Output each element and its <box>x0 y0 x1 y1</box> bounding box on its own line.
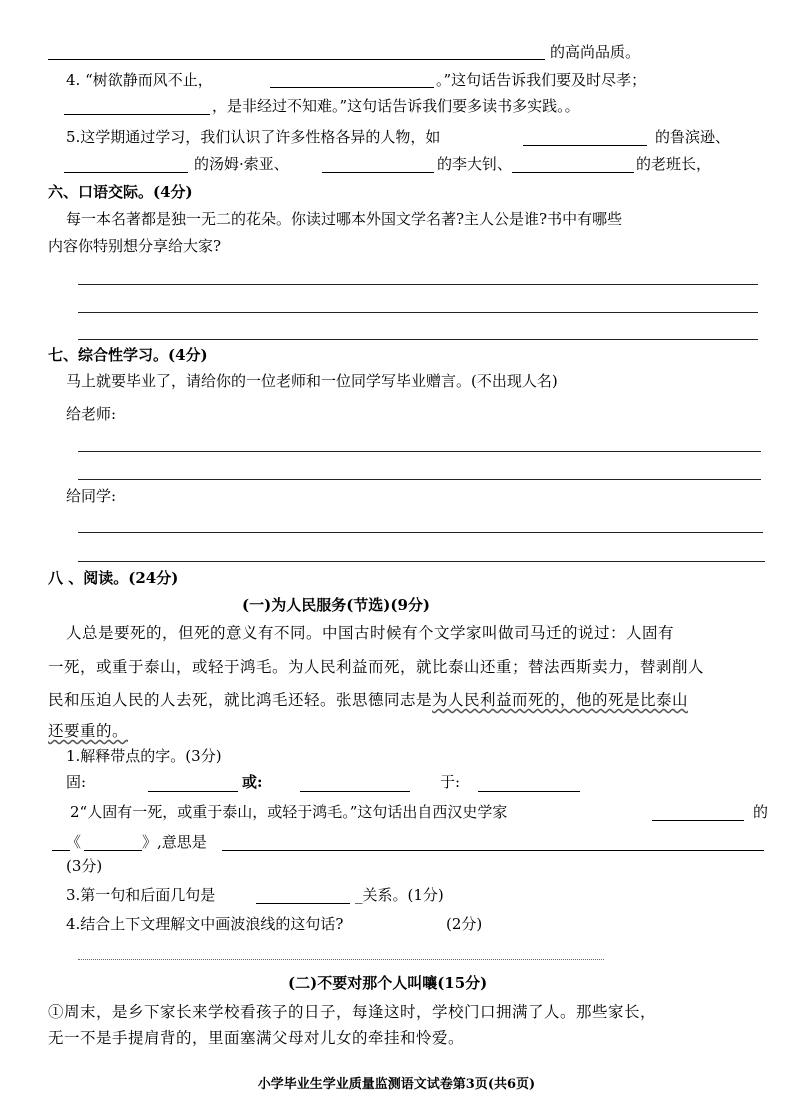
wavy-underlined-sentence: 还要重的。 <box>48 722 129 740</box>
gu-label: 固: <box>66 773 87 791</box>
question-2-de: 的 <box>753 803 769 821</box>
answer-blank[interactable] <box>478 790 580 792</box>
page-footer: 小学毕业生学业质量监测语文试卷第3页(共6页) <box>257 1077 536 1092</box>
answer-blank[interactable] <box>512 171 634 173</box>
question-4-score: (2分) <box>446 915 483 933</box>
answer-blank[interactable] <box>64 171 188 173</box>
answer-line[interactable] <box>78 339 758 340</box>
passage-2-title: (二)不要对那个人叫嚷(15分) <box>288 974 488 992</box>
question-4: 4.结合上下文理解文中画波浪线的这句话? <box>66 915 344 933</box>
passage-2-text: 无一不是手提肩背的，里面塞满父母对儿女的牵挂和怜爱。 <box>48 1029 465 1047</box>
section-6-prompt: 每一本名著都是独一无二的花朵。你读过哪本外国文学名著?主人公是谁?书中有哪些 <box>66 210 623 228</box>
question-4-part-a: 4. “树欲静而风不止， <box>66 71 213 89</box>
question-5-part-c: 的汤姆·索亚、 <box>194 155 289 173</box>
answer-blank[interactable] <box>84 849 142 851</box>
book-title-open: 《 <box>66 833 82 851</box>
wavy-underlined-sentence: 为人民利益而死的，他的死是比泰山 <box>432 691 689 709</box>
question-5-part-a: 5.这学期通过学习，我们认识了许多性格各异的人物，如 <box>66 128 441 146</box>
passage-1-text <box>48 690 688 710</box>
section-7-prompt: 马上就要毕业了，请给你的一位老师和一位同学写毕业赠言。(不出现人名) <box>66 372 558 390</box>
section-6-prompt: 内容你特别想分享给大家? <box>48 237 222 255</box>
section-8-title: 八 、阅读。(24分) <box>48 569 179 587</box>
section-6-title: 六、口语交际。(4分) <box>48 183 193 201</box>
passage-1-text-plain: 民和压迫人民的人去死，就比鸿毛还轻。张思德同志是 <box>48 691 433 709</box>
question-4-part-b: 。”这句话告诉我们要及时尽孝； <box>436 71 647 89</box>
answer-blank[interactable] <box>322 171 434 173</box>
answer-blank[interactable] <box>300 790 410 792</box>
yu-label: 于: <box>440 773 461 791</box>
book-title-close: 》,意思是 <box>142 833 207 851</box>
answer-line[interactable] <box>78 479 761 480</box>
question-5-part-e: 的老班长， <box>636 155 712 173</box>
question-5-part-b: 的鲁滨逊、 <box>655 128 731 146</box>
question-5-part-d: 的李大钊、 <box>437 155 513 173</box>
to-classmate-label: 给同学: <box>66 487 117 505</box>
question-3-tail: _关系。(1分) <box>355 886 444 904</box>
question-2-score: (3分) <box>66 857 103 875</box>
answer-blank[interactable] <box>256 902 350 904</box>
answer-line[interactable] <box>78 451 761 452</box>
answer-line[interactable] <box>78 532 763 533</box>
huo-label: 或: <box>242 773 263 791</box>
answer-blank[interactable] <box>652 819 744 821</box>
passage-1-text: 一死，或重于泰山，或轻于鸿毛。为人民利益而死，就比泰山还重；替法西斯卖力，替剥削人 <box>48 658 705 676</box>
answer-blank[interactable] <box>222 849 764 851</box>
question-3: 3.第一句和后面几句是 <box>66 886 216 904</box>
section-7-title: 七、综合性学习。(4分) <box>48 346 208 364</box>
passage-1-title: (一)为人民服务(节选)(9分) <box>242 596 431 614</box>
question-4-part-c: ，是非经过不知难。”这句话告诉我们要多读书多实践。。 <box>212 97 580 115</box>
to-teacher-label: 给老师: <box>66 405 117 423</box>
answer-blank[interactable] <box>48 58 545 60</box>
answer-blank[interactable] <box>270 86 434 88</box>
passage-2-text: ①周末，是乡下家长来学校看孩子的日子，每逢这时，学校门口拥满了人。那些家长， <box>48 1003 657 1021</box>
text-line: 的高尚品质。 <box>550 43 641 61</box>
answer-line[interactable] <box>78 284 758 285</box>
answer-line[interactable] <box>78 959 604 960</box>
question-2: 2“人固有一死，或重于泰山，或轻于鸿毛。”这句话出自西汉史学家 <box>70 803 508 821</box>
answer-line[interactable] <box>78 312 758 313</box>
passage-1-text: 人总是要死的，但死的意义有不同。中国古时候有个文学家叫做司马迁的说过：人固有 <box>66 624 675 642</box>
answer-blank[interactable] <box>523 144 647 146</box>
question-1: 1.解释带点的字。(3分) <box>66 747 222 765</box>
answer-line[interactable] <box>78 561 765 562</box>
answer-blank[interactable] <box>64 113 210 115</box>
answer-blank[interactable] <box>148 790 238 792</box>
